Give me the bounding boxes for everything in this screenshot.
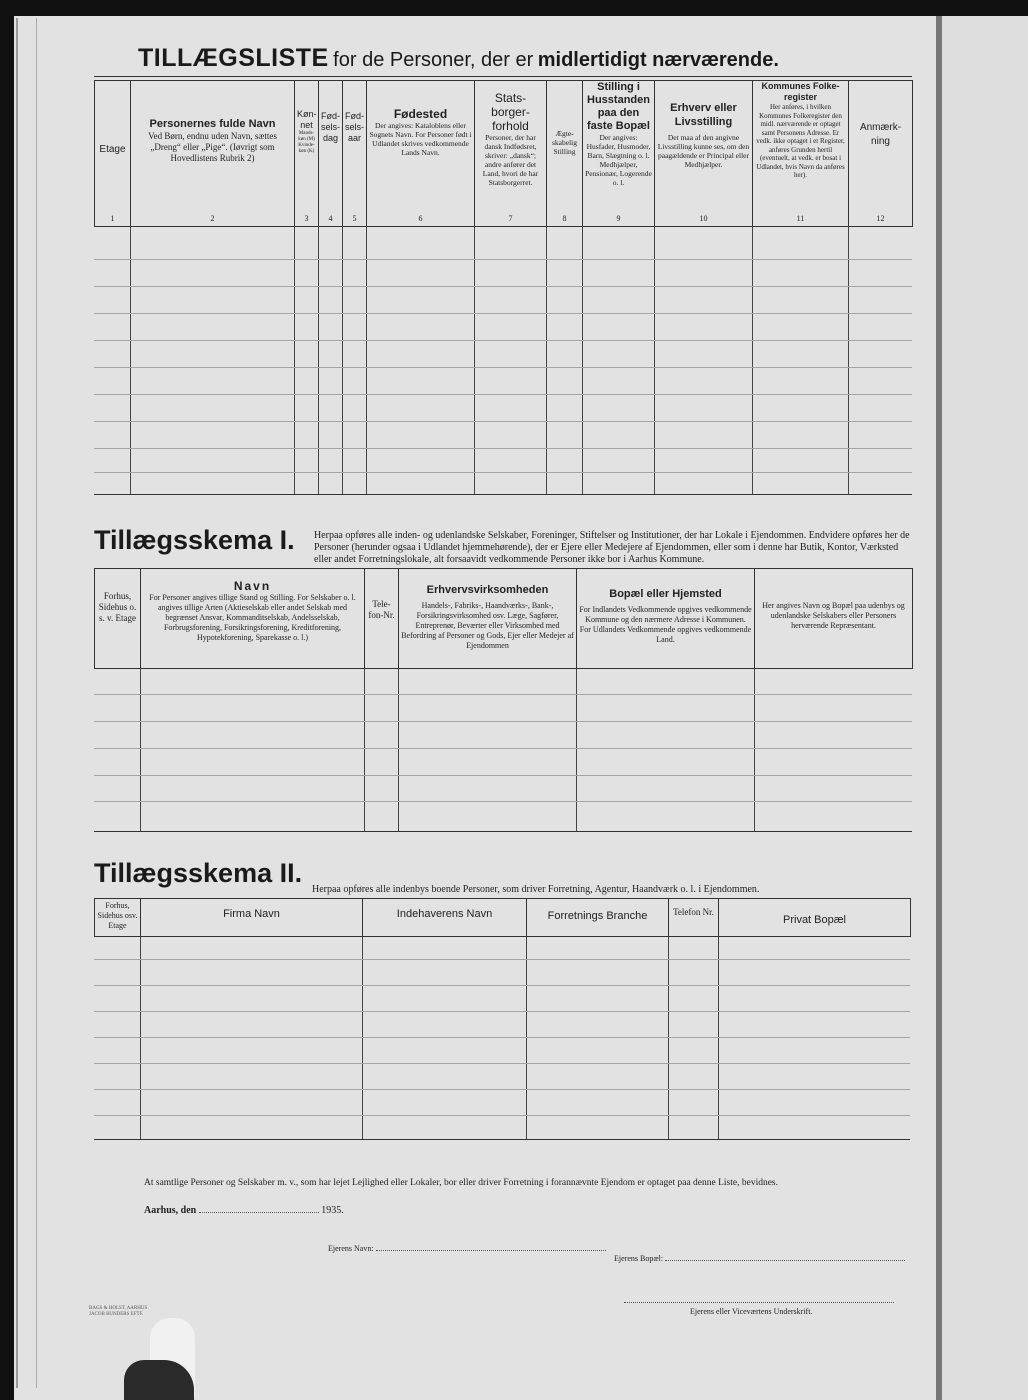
s2-col-etage: Forhus, Sidehus osv. Etage	[95, 899, 141, 937]
schema2-title: Tillægsskema II.	[94, 858, 303, 888]
col-occupation: Erhverv eller Livsstilling Det maa af den angivne Livsstilling kunne ses, om den paagældende er Principal eller Medhjælper. 10	[655, 81, 753, 227]
s1-col-residence: Bopæl eller Hjemsted For Indlandets Vedkommende opgives vedkommende Kommune og den nærmere Adresse i Kommunen. For Udlandets Vedkommende opgives vedkommende Land.	[577, 569, 755, 669]
col-birthday: Fød-sels-dag 4	[319, 81, 343, 227]
col-etage: Etage 1	[95, 81, 131, 227]
col-citizenship: Stats-borger-forhold Personer, der har dansk Indfødsret, skriver: „dansk“; andre anfører det Land, hvori de har Statsborgerret. 7	[475, 81, 547, 227]
owner-address-label: Ejerens Bopæl:	[614, 1254, 664, 1263]
col-birthyear: Fød-sels-aar 5	[343, 81, 367, 227]
s1-col-business: Erhvervsvirksomheden Handels-, Fabriks-, Haandværks-, Bank-, Forsikringsvirksomhed osv. Læge, Sagfører, Entreprenør, Beværter eller Virksomhed med Befordring af Personer og Gods, Ejer eller Medejer af Ejendommen	[399, 569, 577, 669]
col-register: Kommunes Folke-register Her anføres, i hvilken Kommunes Folkeregister den midl. nærværende er optaget samt Personens Adresse. Er vedk. ikke optaget i et Register, anføres Grunden hertil (eventuelt, at vedk. er bosat i Udlandet, hvis Navn da anføres her). 11	[753, 81, 849, 227]
col-birthplace: Fødested Der angives: Kataloblens eller Sognets Navn. For Personer født i Udlandet skrives vedkommende Lands Navn. 6	[367, 81, 475, 227]
schema2-note: Herpaa opføres alle indenbys boende Personer, som driver Forretning, Agentur, Haandværk o. l. i Ejendommen.	[312, 884, 760, 895]
schema1-note: Herpaa opføres alle inden- og udenlandske Selskaber, Foreninger, Stiftelser og Institutioner, der har Lokale i Ejendommen. Endvidere opføres her de Personer (herunder ogsaa i Udlandet hjemmehørende), der er Ejere eller Medejere af Ejendommen, eller som i denne har Butik, Kontor, Værksted eller andet Forretningslokale, alt forsaavidt vedkommende Personer ikke bor i Aarhus Kommune.	[314, 530, 910, 565]
col-marital: Ægte-skabelig Stilling 8	[547, 81, 583, 227]
owner-address-line	[614, 1254, 905, 1263]
margin-line	[36, 18, 37, 1388]
s1-col-name: Navn For Personer angives tillige Stand og Stilling. For Selskaber o. l. angives tillige Arten (Aktieselskab eller andet Selskab med begrænset Ansvar, Kommanditselskab, Andelsselskab, Forbrugsforening, Forsikringsforening, Kreditforening, Hypotekforening, Sparekasse o. l.)	[141, 569, 365, 669]
certification-text: At samtlige Personer og Selskaber m. v., som har lejet Lejlighed eller Lokaler, bor eller driver Forretning i forannævnte Ejendom er optaget paa denne Liste, bevidnes.	[144, 1178, 778, 1188]
s2-col-firm: Firma Navn	[141, 899, 363, 937]
col-household: Stilling i Husstanden paa den faste Bopæl Der angives: Husfader, Husmoder, Barn, Slægtning o. l. Medhjælper, Pensionær, Logerende o. l. 9	[583, 81, 655, 227]
col-gender: Køn-net Mands-køn (M) Kvinde-køn (K) 3	[295, 81, 319, 227]
margin-line	[16, 18, 18, 1388]
next-page-edge	[942, 16, 1028, 1400]
owner-name-field[interactable]	[376, 1250, 606, 1251]
main-table	[94, 80, 913, 227]
s1-col-phone: Tele-fon-Nr.	[365, 569, 399, 669]
signature-field[interactable]	[624, 1302, 894, 1303]
city-date-line	[144, 1205, 344, 1216]
printer-mark: BAGS & HOLST, AARHUS JACOB BUNDERS EFTF.	[89, 1306, 148, 1317]
signature-line	[624, 1302, 894, 1316]
owner-name-line	[328, 1244, 606, 1253]
title-rule	[94, 76, 912, 77]
s1-col-representative: Her angives Navn og Bopæl paa udenbys og udenlandske Selskabers eller Personers herværende Repræsentant.	[755, 569, 913, 669]
date-field[interactable]	[199, 1212, 319, 1213]
s2-col-phone: Telefon Nr.	[669, 899, 719, 937]
s2-col-branch: Forretnings Branche	[527, 899, 669, 937]
city-label: Aarhus, den	[144, 1205, 197, 1216]
signature-label: Ejerens eller Viceværtens Underskrift.	[690, 1307, 813, 1316]
col-name: Personernes fulde Navn Ved Børn, endnu uden Navn, sættes „Dreng“ eller „Pige“. (Iøvrigt som Hovedlistens Rubrik 2) 2	[131, 81, 295, 227]
schema1-table	[94, 568, 913, 669]
year: 1935.	[321, 1205, 344, 1216]
s1-col-etage: Forhus, Sidehus o. s. v. Etage	[95, 569, 141, 669]
schema1-title: Tillægsskema I.	[94, 525, 295, 555]
schema1-body	[94, 669, 912, 832]
col-remark: Anmærk-ning 12	[849, 81, 913, 227]
s2-col-owner: Indehaverens Navn	[363, 899, 527, 937]
s2-col-private-address: Privat Bopæl	[719, 899, 911, 937]
page-title: TILLÆGSLISTE for de Personer, der er midlertidigt nærværende.	[138, 44, 779, 72]
main-table-body	[94, 226, 912, 495]
schema2-body	[94, 937, 910, 1140]
schema2-table	[94, 898, 911, 937]
owner-address-field[interactable]	[665, 1260, 905, 1261]
owner-name-label: Ejerens Navn:	[328, 1244, 374, 1253]
